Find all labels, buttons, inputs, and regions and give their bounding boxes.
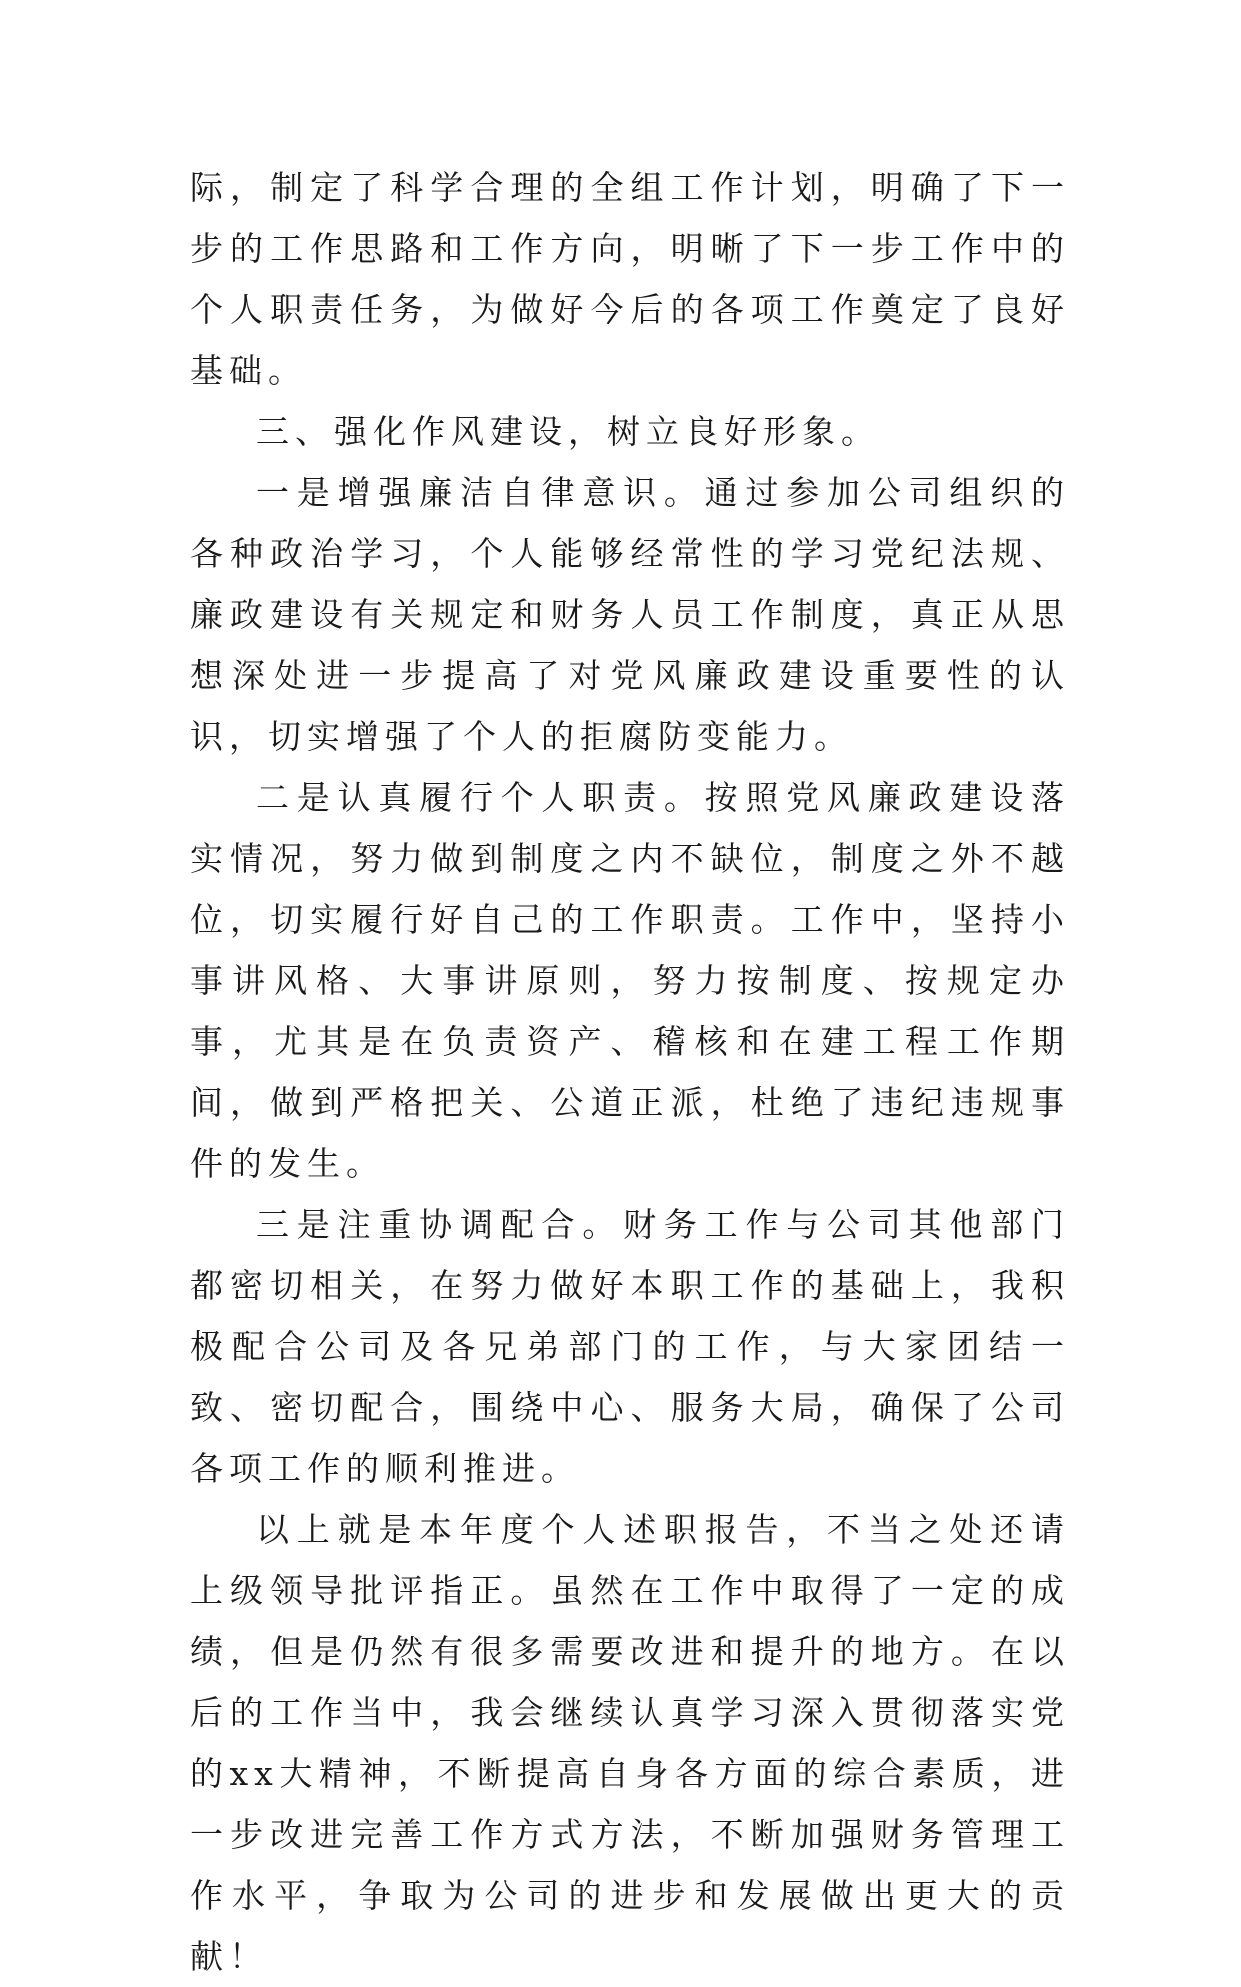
paragraph-coordination: 三是注重协调配合。财务工作与公司其他部门都密切相关，在努力做好本职工作的基础上，我积极配合公司及各兄弟部门的工作，与大家团结一致、密切配合，围绕中心、服务大局，确保了公司各项工作的顺利推进。 xyxy=(190,1205,1070,1488)
paragraph-conclusion: 以上就是本年度个人述职报告，不当之处还请上级领导批评指正。虽然在工作中取得了一定的成绩，但是仍然有很多需要改进和提升的地方。在以后的工作当中，我会继续认真学习深入贯彻落实党的xx大精神，不断提高自身各方面的综合素质，进一步改进完善工作方式方法，不断加强财务管理工作水平，争取为公司的进步和发展做出更大的贡献！ xyxy=(190,1510,1070,1976)
paragraph-integrity: 一是增强廉洁自律意识。通过参加公司组织的各种政治学习，个人能够经常性的学习党纪法规、廉政建设有关规定和财务人员工作制度，真正从思想深处进一步提高了对党风廉政建设重要性的认识，切实增强了个人的拒腐防变能力。 xyxy=(190,473,1070,756)
paragraph-continuation: 际，制定了科学合理的全组工作计划，明确了下一步的工作思路和工作方向，明晰了下一步工作中的个人职责任务，为做好今后的各项工作奠定了良好基础。 xyxy=(190,168,1070,390)
section-heading-3: 三、强化作风建设，树立良好形象。 xyxy=(256,412,880,451)
document-body xyxy=(190,157,1070,1987)
paragraph-duties: 二是认真履行个人职责。按照党风廉政建设落实情况，努力做到制度之内不缺位，制度之外不越位，切实履行好自己的工作职责。工作中，坚持小事讲风格、大事讲原则，努力按制度、按规定办事，尤其是在负责资产、稽核和在建工程工作期间，做到严格把关、公道正派，杜绝了违纪违规事件的发生。 xyxy=(190,778,1070,1183)
